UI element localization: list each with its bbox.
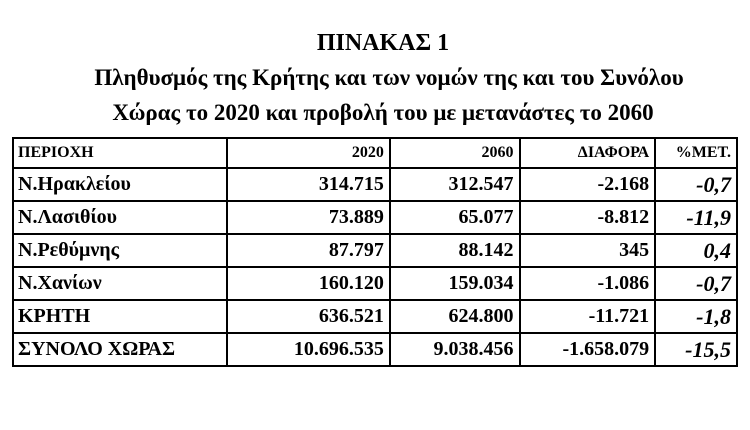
cell-difference: -8.812 bbox=[520, 201, 656, 234]
header-2060: 2060 bbox=[390, 138, 520, 168]
table-caption-line-2: Χώρας το 2020 και προβολή του με μετανάστες το 2060 bbox=[112, 100, 654, 125]
cell-region: Ν.Ηρακλείου bbox=[13, 168, 227, 201]
cell-2060: 624.800 bbox=[390, 300, 520, 333]
cell-region: ΣΥΝΟΛΟ ΧΩΡΑΣ bbox=[13, 333, 227, 366]
header-region: ΠΕΡΙΟΧΗ bbox=[13, 138, 227, 168]
cell-2060: 312.547 bbox=[390, 168, 520, 201]
header-2020: 2020 bbox=[227, 138, 390, 168]
cell-2020: 87.797 bbox=[227, 234, 390, 267]
cell-percent-change: -0,7 bbox=[655, 267, 737, 300]
cell-percent-change: -15,5 bbox=[655, 333, 737, 366]
table-row bbox=[13, 333, 737, 366]
cell-2020: 636.521 bbox=[227, 300, 390, 333]
cell-region: Ν.Λασιθίου bbox=[13, 201, 227, 234]
cell-region: Ν.Ρεθύμνης bbox=[13, 234, 227, 267]
cell-2020: 314.715 bbox=[227, 168, 390, 201]
table-number-title: ΠΙΝΑΚΑΣ 1 bbox=[316, 30, 450, 56]
header-percent-change: %ΜΕΤ. bbox=[655, 138, 737, 168]
cell-difference: 345 bbox=[520, 234, 656, 267]
table-caption-line-1: Πληθυσμός της Κρήτης και των νομών της και του Συνόλου bbox=[94, 65, 684, 90]
cell-2060: 65.077 bbox=[390, 201, 520, 234]
header-difference: ΔΙΑΦΟΡΑ bbox=[520, 138, 656, 168]
cell-2020: 73.889 bbox=[227, 201, 390, 234]
table-row bbox=[13, 267, 737, 300]
cell-percent-change: -1,8 bbox=[655, 300, 737, 333]
cell-2020: 160.120 bbox=[227, 267, 390, 300]
cell-difference: -1.658.079 bbox=[520, 333, 656, 366]
cell-region: ΚΡΗΤΗ bbox=[13, 300, 227, 333]
cell-2060: 159.034 bbox=[390, 267, 520, 300]
cell-region: Ν.Χανίων bbox=[13, 267, 227, 300]
table-row bbox=[13, 234, 737, 267]
population-table bbox=[12, 137, 738, 367]
table-row bbox=[13, 201, 737, 234]
cell-percent-change: -0,7 bbox=[655, 168, 737, 201]
table-row bbox=[13, 300, 737, 333]
cell-percent-change: 0,4 bbox=[655, 234, 737, 267]
cell-difference: -11.721 bbox=[520, 300, 656, 333]
cell-2020: 10.696.535 bbox=[227, 333, 390, 366]
table-header-row bbox=[13, 138, 737, 168]
table-row bbox=[13, 168, 737, 201]
cell-difference: -2.168 bbox=[520, 168, 656, 201]
cell-difference: -1.086 bbox=[520, 267, 656, 300]
cell-2060: 9.038.456 bbox=[390, 333, 520, 366]
cell-percent-change: -11,9 bbox=[655, 201, 737, 234]
cell-2060: 88.142 bbox=[390, 234, 520, 267]
